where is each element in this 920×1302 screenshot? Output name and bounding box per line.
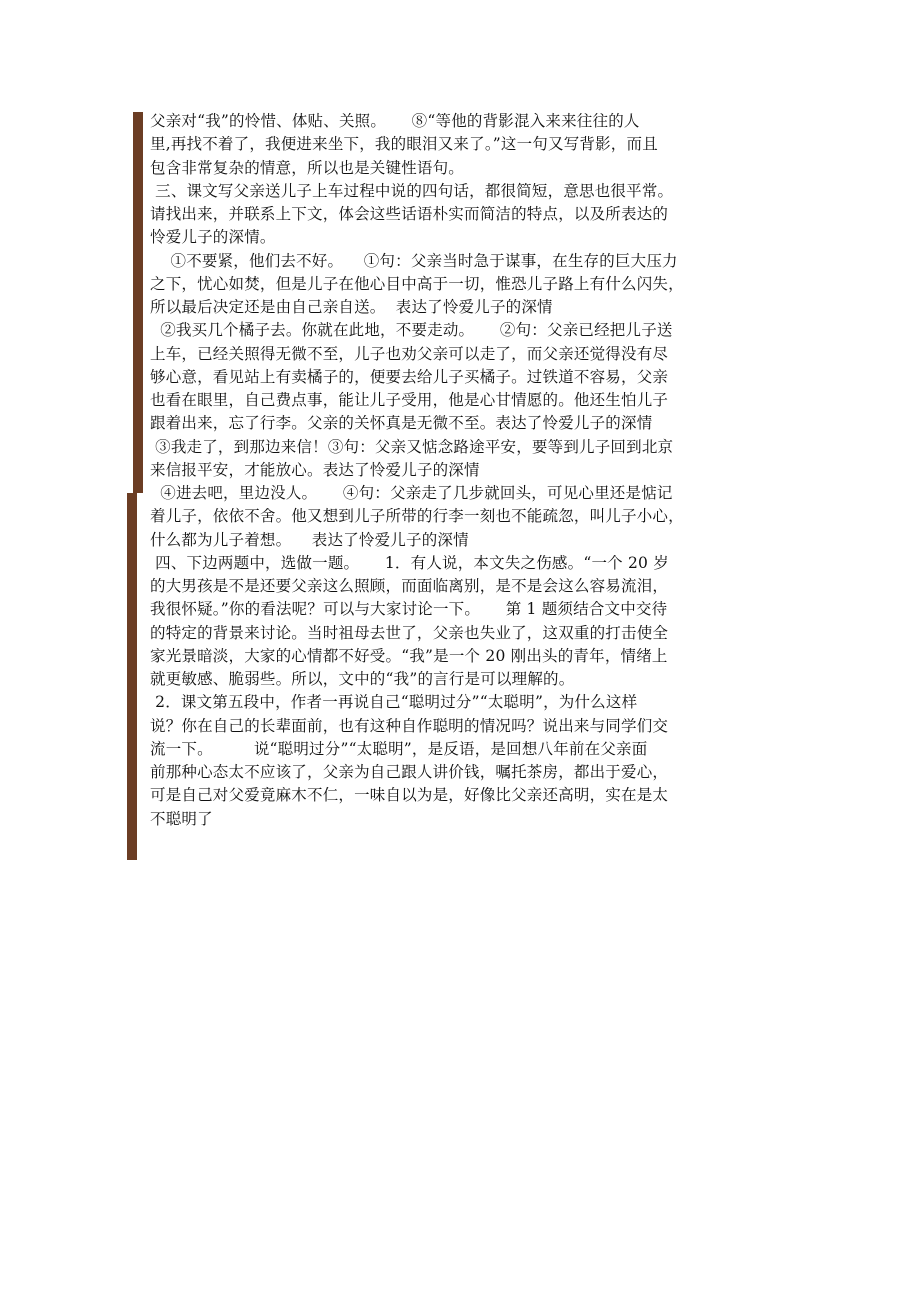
text-line: 前那种心态太不应该了，父亲为自己跟人讲价钱，嘱托茶房，都出于爱心， <box>150 763 669 781</box>
text-line: 请找出来，并联系上下文，体会这些话语朴实而简洁的特点，以及所表达的 <box>150 205 669 223</box>
section-three-heading-line: 三、课文写父亲送儿子上车过程中说的四句话，都很简短，意思也很平常。 <box>150 181 674 200</box>
answer-two-line: ②我买几个橘子去。你就在此地，不要走动。 ②句：父亲已经把儿子送 <box>150 321 673 340</box>
text-line: 跟着出来，忘了行李。父亲的关怀真是无微不至。表达了怜爱儿子的深情 <box>150 414 653 433</box>
text-line: 上车，已经关照得无微不至，儿子也劝父亲可以走了，而父亲还觉得没有尽 <box>150 344 669 363</box>
margin-bar-upper <box>133 112 143 493</box>
text-line: 就更敏感、脆弱些。所以，文中的“我”的言行是可以理解的。 <box>150 670 575 688</box>
text-line: 父亲对“我”的怜惜、体贴、关照。 ⑧“等他的背影混入来来往往的人 <box>150 112 640 130</box>
text-line: 所以最后决定还是由自己亲自送。 表达了怜爱儿子的深情 <box>150 298 553 316</box>
margin-bar-lower <box>127 493 137 860</box>
answer-four-line: ④进去吧，里边没人。 ④句：父亲走了几步就回头，可见心里还是惦记 <box>150 484 673 502</box>
document-body <box>150 110 782 831</box>
text-line: 我很怀疑。”你的看法呢？可以与大家讨论一下。 第 1 题须结合文中交待 <box>150 600 668 619</box>
text-line: 可是自己对父爱竟麻木不仁，一味自以为是，好像比父亲还高明，实在是太 <box>150 786 669 805</box>
text-line: 够心意，看见站上有卖橘子的，便要去给儿子买橘子。过铁道不容易，父亲 <box>150 367 669 386</box>
text-line: 包含非常复杂的情意，所以也是关键性语句。 <box>150 158 465 177</box>
text-line: 家光景暗淡，大家的心情都不好受。“我”是一个 20 刚出头的青年，情绪上 <box>150 646 668 665</box>
text-line: 怜爱儿子的深情。 <box>150 228 276 247</box>
answer-three-line: ③我走了，到那边来信！③句：父亲又惦念路途平安，要等到儿子回到北京 <box>150 437 674 456</box>
answer-one-line: ①不要紧，他们去不好。 ①句：父亲当时急于谋事，在生存的巨大压力 <box>150 251 678 270</box>
text-line: 的大男孩是不是还要父亲这么照顾，而面临离别，是不是会这么容易流泪， <box>150 577 669 595</box>
text-line: 不聪明了 <box>150 809 213 828</box>
text-line: 的特定的背景来讨论。当时祖母去世了，父亲也失业了，这双重的打击使全 <box>150 623 669 642</box>
text-line: 着儿子，依依不舍。他又想到儿子所带的行李一刻也不能疏忽，叫儿子小心， <box>150 507 684 526</box>
text-line: 说？你在自己的长辈面前，也有这种自作聪明的情况吗？说出来与同学们交 <box>150 716 669 735</box>
text-line: 什么都为儿子着想。 表达了怜爱儿子的深情 <box>150 530 469 549</box>
text-line: 也看在眼里，自己费点事，能让儿子受用，他是心甘情愿的。他还生怕儿子 <box>150 391 669 409</box>
question-two-line: 2．课文第五段中，作者一再说自己“聪明过分”“太聪明”，为什么这样 <box>150 693 638 712</box>
text-line: 之下，忧心如焚，但是儿子在他心目中高于一切，惟恐儿子路上有什么闪失， <box>150 274 684 293</box>
section-four-heading-line: 四、下边两题中，选做一题。 1．有人说，本文失之伤感。“一个 20 岁 <box>150 553 669 572</box>
text-line: 流一下。 说“聪明过分”“太聪明”，是反语，是回想八年前在父亲面 <box>150 739 648 758</box>
text-line: 来信报平安，才能放心。表达了怜爱儿子的深情 <box>150 460 480 479</box>
text-line: 里,再找不着了，我便进来坐下，我的眼泪又来了。”这一句又写背影，而且 <box>150 135 658 154</box>
